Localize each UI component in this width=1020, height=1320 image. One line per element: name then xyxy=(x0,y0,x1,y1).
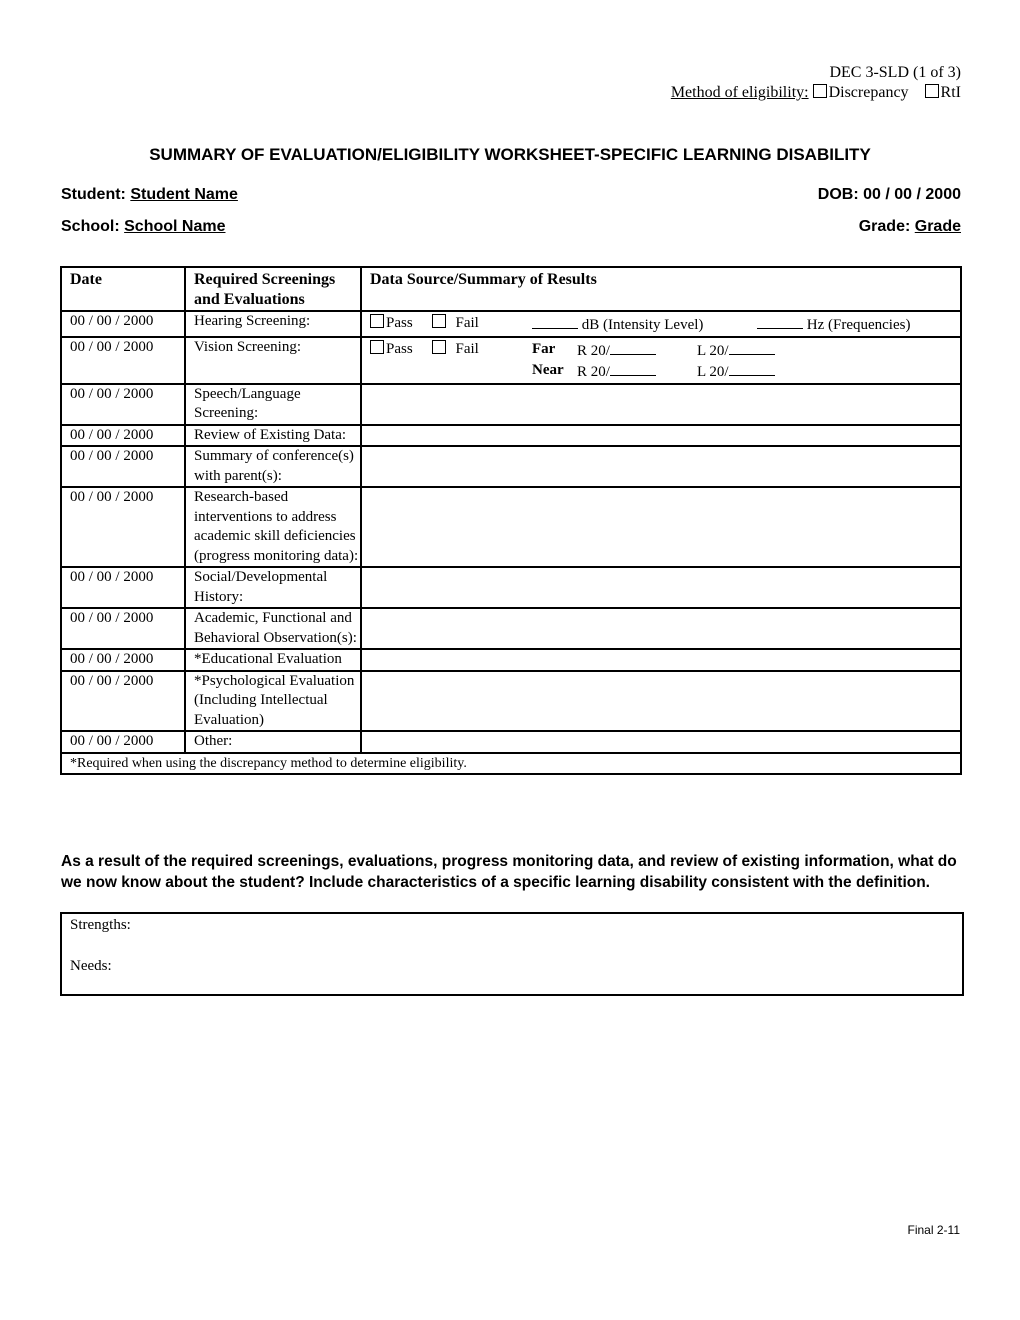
far-l-blank[interactable] xyxy=(729,340,775,355)
near-r-blank[interactable] xyxy=(610,361,656,376)
summary-question: As a result of the required screenings, evaluations, progress monitoring data, and review of existing information, what do we now know about the student? Include characteristics of a specific learning disability consistent with the definition. xyxy=(61,853,957,891)
page-title: SUMMARY OF EVALUATION/ELIGIBILITY WORKSHEET-SPECIFIC LEARNING DISABILITY xyxy=(149,145,871,164)
needs-label: Needs: xyxy=(70,958,112,974)
row-date[interactable]: 00 / 00 / 2000 xyxy=(61,446,185,487)
row-item: *Psychological Evaluation (Including Intellectual Evaluation) xyxy=(185,671,361,732)
header-required: Required Screenings and Evaluations xyxy=(185,267,361,311)
table-row xyxy=(61,567,961,608)
results-cell[interactable] xyxy=(361,608,961,649)
evaluation-table xyxy=(60,266,962,775)
student-name-field[interactable]: Student Name xyxy=(130,186,238,203)
table-row xyxy=(61,731,961,753)
header-date: Date xyxy=(61,267,185,311)
form-header xyxy=(671,63,961,103)
table-row xyxy=(61,337,961,384)
pass-label: Pass xyxy=(386,315,413,331)
row-item: Vision Screening: xyxy=(185,337,361,384)
student-row xyxy=(61,186,961,204)
row-date[interactable]: 00 / 00 / 2000 xyxy=(61,608,185,649)
near-l-blank[interactable] xyxy=(729,361,775,376)
row-date[interactable]: 00 / 00 / 2000 xyxy=(61,731,185,753)
table-row xyxy=(61,446,961,487)
row-item: *Educational Evaluation xyxy=(185,649,361,671)
table-row xyxy=(61,671,961,732)
footer-version: Final 2-11 xyxy=(907,1223,960,1237)
strengths-label: Strengths: xyxy=(70,917,131,933)
form-id: DEC 3-SLD (1 of 3) xyxy=(829,64,961,81)
fail-label: Fail xyxy=(455,340,479,357)
hearing-pass-checkbox[interactable] xyxy=(370,314,384,328)
table-footnote: *Required when using the discrepancy method to determine eligibility. xyxy=(61,753,961,775)
results-cell[interactable] xyxy=(361,731,961,753)
grade-field[interactable]: Grade xyxy=(914,218,961,235)
row-date[interactable]: 00 / 00 / 2000 xyxy=(61,567,185,608)
results-cell[interactable] xyxy=(361,671,961,732)
row-item: Speech/Language Screening: xyxy=(185,384,361,425)
grade-label: Grade: xyxy=(858,218,911,235)
row-date[interactable]: 00 / 00 / 2000 xyxy=(61,649,185,671)
table-row xyxy=(61,649,961,671)
dob-label: DOB: xyxy=(817,186,859,203)
row-date[interactable]: 00 / 00 / 2000 xyxy=(61,311,185,337)
rti-checkbox[interactable] xyxy=(925,84,939,98)
row-item: Social/Developmental History: xyxy=(185,567,361,608)
results-cell[interactable] xyxy=(361,649,961,671)
hearing-fail-checkbox[interactable] xyxy=(432,314,446,328)
row-item: Hearing Screening: xyxy=(185,311,361,337)
table-row xyxy=(61,608,961,649)
school-row xyxy=(61,218,961,236)
row-date[interactable]: 00 / 00 / 2000 xyxy=(61,384,185,425)
student-label: Student: xyxy=(61,186,126,203)
far-l-label: L 20/ xyxy=(697,342,729,359)
results-cell[interactable] xyxy=(361,425,961,447)
vision-pass-checkbox[interactable] xyxy=(370,340,384,354)
results-cell[interactable] xyxy=(361,384,961,425)
strengths-needs-box[interactable] xyxy=(60,912,964,996)
row-date[interactable]: 00 / 00 / 2000 xyxy=(61,425,185,447)
rti-option-label: RtI xyxy=(940,84,961,101)
table-row xyxy=(61,311,961,337)
row-item: Summary of conference(s) with parent(s): xyxy=(185,446,361,487)
row-date[interactable]: 00 / 00 / 2000 xyxy=(61,337,185,384)
row-item: Research-based interventions to address academic skill deficiencies (progress monitoring data): xyxy=(185,487,361,567)
discrepancy-checkbox[interactable] xyxy=(813,84,827,98)
method-of-eligibility xyxy=(671,83,961,103)
db-label: dB (Intensity Level) xyxy=(581,317,704,333)
results-cell[interactable] xyxy=(361,567,961,608)
table-row xyxy=(61,487,961,567)
method-label: Method of eligibility: xyxy=(670,84,809,101)
near-l-label: L 20/ xyxy=(697,364,729,380)
vision-results-cell[interactable] xyxy=(361,337,961,384)
far-r-blank[interactable] xyxy=(610,340,656,355)
vision-fail-checkbox[interactable] xyxy=(432,340,446,354)
table-row xyxy=(61,384,961,425)
row-item: Other: xyxy=(185,731,361,753)
far-label: Far xyxy=(532,340,556,357)
hz-blank[interactable] xyxy=(757,314,803,329)
table-header-row xyxy=(61,267,961,311)
near-label: Near xyxy=(532,362,564,378)
results-cell[interactable] xyxy=(361,487,961,567)
table-row xyxy=(61,425,961,447)
db-blank[interactable] xyxy=(532,314,578,329)
pass-label: Pass xyxy=(386,340,413,357)
results-cell[interactable] xyxy=(361,446,961,487)
school-name-field[interactable]: School Name xyxy=(124,218,226,235)
school-label: School: xyxy=(61,218,120,235)
header-data-source: Data Source/Summary of Results xyxy=(361,267,961,311)
hz-label: Hz (Frequencies) xyxy=(806,317,911,333)
discrepancy-option-label: Discrepancy xyxy=(828,84,909,101)
hearing-results-cell[interactable] xyxy=(361,311,961,337)
dob-field[interactable]: 00 / 00 / 2000 xyxy=(863,186,961,203)
row-item: Academic, Functional and Behavioral Observation(s): xyxy=(185,608,361,649)
fail-label: Fail xyxy=(455,315,479,331)
row-date[interactable]: 00 / 00 / 2000 xyxy=(61,671,185,732)
footnote-row xyxy=(61,753,961,775)
row-date[interactable]: 00 / 00 / 2000 xyxy=(61,487,185,567)
row-item: Review of Existing Data: xyxy=(185,425,361,447)
near-r-label: R 20/ xyxy=(577,364,610,380)
far-r-label: R 20/ xyxy=(577,342,610,359)
